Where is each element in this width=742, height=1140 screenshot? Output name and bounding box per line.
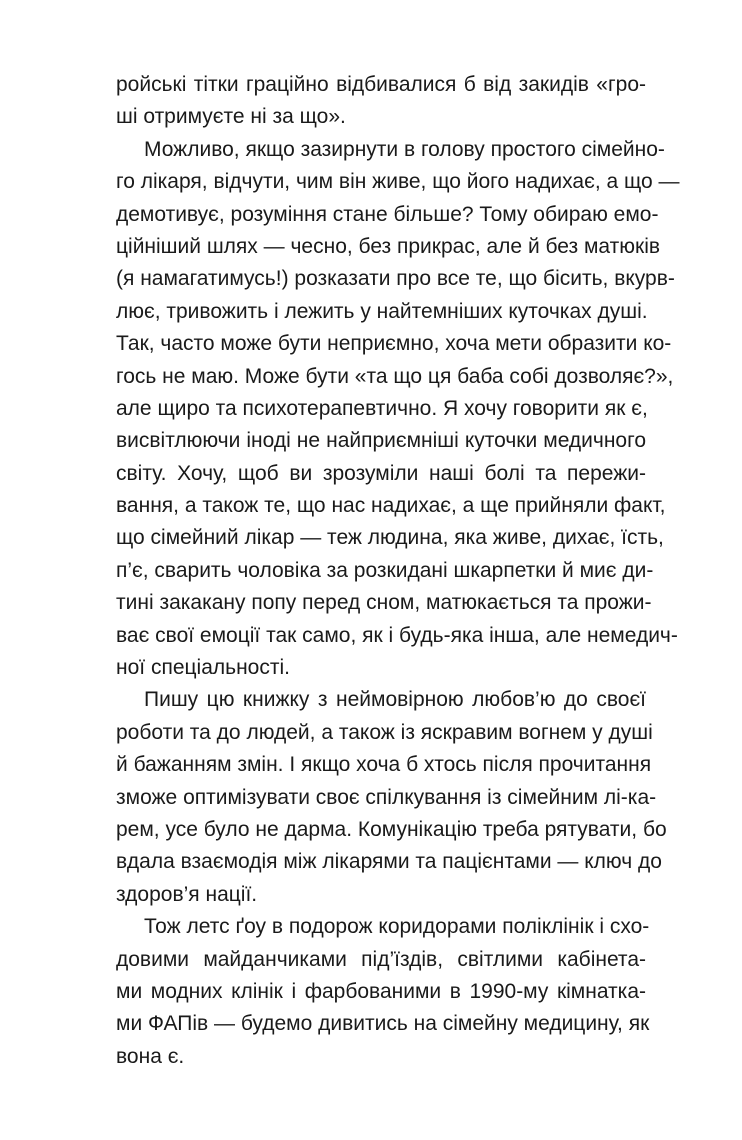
text-line: ційніший шлях — чесно, без прикрас, але й без матюків bbox=[116, 234, 661, 258]
text-line: ми ФАПів — будемо дивитись на сімейну медицину, як bbox=[116, 1012, 650, 1036]
text-line: вона є. bbox=[116, 1044, 185, 1068]
text-line: вання, а також те, що нас надихає, а ще прийняли факт, bbox=[116, 494, 666, 518]
text-line: висвітлюючи іноді не найприємніші куточки медичного bbox=[116, 429, 646, 453]
text-line: демотивує, розуміння стане більше? Тому обираю емо- bbox=[116, 202, 659, 226]
text-line: зможе оптимізувати своє спілкування із сімейним лі-ка- bbox=[116, 785, 657, 809]
text-line: го лікаря, відчути, чим він живе, що його надихає, а що — bbox=[116, 170, 680, 194]
text-line: лює, тривожить і лежить у найтемніших куточках душі. bbox=[116, 299, 648, 323]
text-line: світу. Хочу, щоб ви зрозуміли наші болі та пережи- bbox=[116, 461, 646, 485]
text-line: роботи та до людей, а також із яскравим вогнем у душі bbox=[116, 720, 653, 744]
body-text bbox=[116, 69, 680, 1073]
text-line: рем, усе було не дарма. Комунікацію треба рятувати, бо bbox=[116, 817, 667, 841]
paragraph-1 bbox=[116, 69, 646, 134]
text-line: тині закакану попу перед сном, матюкається та прожи- bbox=[116, 591, 652, 615]
text-line: ми модних клінік і фарбованими в 1990-му кімнатка- bbox=[116, 979, 646, 1003]
paragraph-4 bbox=[116, 911, 650, 1073]
text-line: й бажанням змін. І якщо хоча б хтось після прочитання bbox=[116, 753, 652, 777]
text-line: Так, часто може бути неприємно, хоча мети образити ко- bbox=[116, 332, 672, 356]
text-line: ройські тітки граційно відбивалися б від закидів «гро- bbox=[116, 73, 646, 96]
paragraph-3 bbox=[116, 684, 667, 911]
paragraph-2 bbox=[116, 134, 680, 685]
text-line: ші отримуєте ні за що». bbox=[116, 105, 346, 129]
text-line: Можливо, якщо зазирнути в голову простого сімейно- bbox=[144, 137, 665, 161]
text-line: п’є, сварить чоловіка за розкидані шкарпетки й миє ди- bbox=[116, 558, 654, 582]
text-line: Тож летс ґоу в подорож коридорами поліклінік і схо- bbox=[144, 915, 650, 939]
text-line: гось не маю. Може бути «та що ця баба собі дозволяє?», bbox=[116, 364, 674, 388]
text-line: Пишу цю книжку з неймовірною любов’ю до своєї bbox=[144, 688, 646, 712]
text-line: (я намагатимусь!) розказати про все те, що бісить, вкурв- bbox=[116, 267, 675, 291]
text-line: але щиро та психотерапевтично. Я хочу говорити як є, bbox=[116, 396, 648, 420]
text-line: вдала взаємодія між лікарями та пацієнтами — ключ до bbox=[116, 850, 662, 874]
text-line: що сімейний лікар — теж людина, яка живе, дихає, їсть, bbox=[116, 526, 664, 550]
text-line: здоров’я нації. bbox=[116, 882, 258, 906]
text-line: ної спеціальності. bbox=[116, 656, 290, 680]
text-line: ває свої емоції так само, як і будь-яка інша, але немедич- bbox=[116, 623, 678, 647]
text-line: довими майданчиками під’їздів, світлими кабінета- bbox=[116, 947, 646, 971]
